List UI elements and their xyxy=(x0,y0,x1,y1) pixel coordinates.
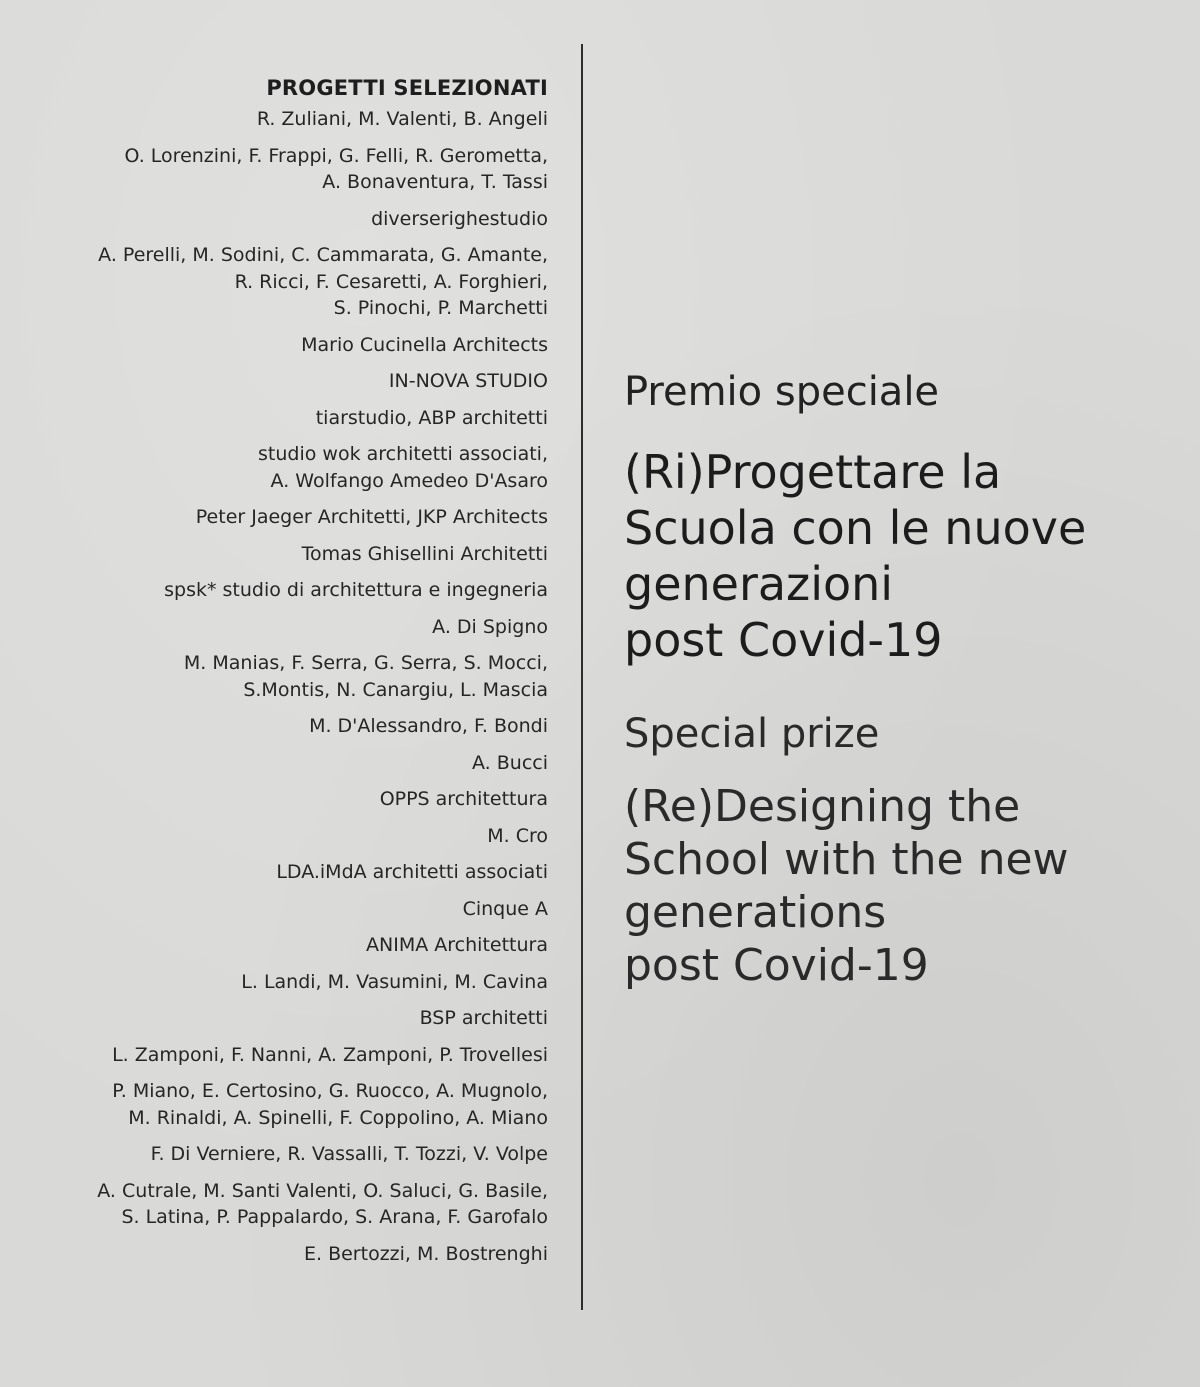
special-prize-label-english: Special prize xyxy=(624,711,880,757)
project-entry xyxy=(48,713,548,740)
selected-projects-column xyxy=(48,70,548,1277)
project-entry xyxy=(48,823,548,850)
project-entry-line: P. Miano, E. Certosino, G. Ruocco, A. Mugnolo, xyxy=(112,1080,548,1102)
project-entry xyxy=(48,441,548,494)
project-entry xyxy=(48,504,548,531)
project-entry-line: M. Rinaldi, A. Spinelli, F. Coppolino, A. Miano xyxy=(128,1106,548,1129)
selected-projects-list xyxy=(48,106,548,1267)
project-entry-line: R. Ricci, F. Cesaretti, A. Forghieri, xyxy=(234,270,548,293)
project-entry-line: A. Cutrale, M. Santi Valenti, O. Saluci, G. Basile, xyxy=(97,1179,548,1202)
project-entry-line: S.Montis, N. Canargiu, L. Mascia xyxy=(243,678,548,701)
project-entry-line: M. Manias, F. Serra, G. Serra, S. Mocci, xyxy=(183,652,548,674)
project-entry-line: BSP architetti xyxy=(419,1007,548,1029)
project-entry xyxy=(48,896,548,923)
project-entry-line: M. D'Alessandro, F. Bondi xyxy=(309,715,548,737)
project-entry xyxy=(48,1005,548,1032)
project-entry xyxy=(48,932,548,959)
project-entry-line: A. Di Spigno xyxy=(432,615,548,638)
title-line: post Covid-19 xyxy=(624,940,929,991)
project-entry xyxy=(48,541,548,568)
project-entry-line: LDA.iMdA architetti associati xyxy=(276,861,548,883)
project-entry-line: S. Pinochi, P. Marchetti xyxy=(333,297,548,319)
project-entry-line: ANIMA Architettura xyxy=(366,934,548,956)
title-line: Scuola con le nuove xyxy=(624,501,1087,555)
project-entry xyxy=(48,1078,548,1131)
project-entry xyxy=(48,1141,548,1168)
title-line: generations xyxy=(624,887,887,938)
project-entry xyxy=(48,650,548,703)
special-prize-title-english xyxy=(624,780,1184,992)
project-entry xyxy=(48,206,548,233)
project-entry-line: A. Perelli, M. Sodini, C. Cammarata, G. Amante, xyxy=(98,244,548,266)
title-line: School with the new xyxy=(624,834,1069,885)
project-entry xyxy=(48,750,548,777)
section-title: PROGETTI SELEZIONATI xyxy=(266,76,548,100)
project-entry xyxy=(48,614,548,641)
project-entry-line: A. Bonaventura, T. Tassi xyxy=(322,171,548,193)
title-line: (Ri)Progettare la xyxy=(624,445,1002,499)
project-entry xyxy=(48,1241,548,1268)
project-entry-line: tiarstudio, ABP architetti xyxy=(315,406,548,429)
project-entry-line: F. Di Verniere, R. Vassalli, T. Tozzi, V. Volpe xyxy=(150,1143,548,1165)
project-entry xyxy=(48,859,548,886)
project-entry-line: spsk* studio di architettura e ingegneria xyxy=(164,579,548,601)
project-entry xyxy=(48,405,548,432)
project-entry-line: Cinque A xyxy=(462,897,548,920)
project-entry-line: Peter Jaeger Architetti, JKP Architects xyxy=(195,506,548,528)
project-entry-line: R. Zuliani, M. Valenti, B. Angeli xyxy=(256,108,548,130)
project-entry-line: Tomas Ghisellini Architetti xyxy=(301,542,548,565)
title-line: (Re)Designing the xyxy=(624,781,1021,832)
project-entry-line: O. Lorenzini, F. Frappi, G. Felli, R. Gerometta, xyxy=(124,144,548,167)
project-entry-line: studio wok architetti associati, xyxy=(258,443,548,465)
project-entry-line: diverserighestudio xyxy=(371,207,548,230)
project-entry-line: E. Bertozzi, M. Bostrenghi xyxy=(304,1242,548,1265)
project-entry xyxy=(48,1042,548,1069)
project-entry xyxy=(48,332,548,359)
project-entry xyxy=(48,577,548,604)
project-entry-line: Mario Cucinella Architects xyxy=(301,333,548,356)
title-line: generazioni xyxy=(624,557,894,611)
special-prize-column xyxy=(624,364,1184,992)
project-entry-line: A. Bucci xyxy=(472,751,548,774)
project-entry-line: L. Landi, M. Vasumini, M. Cavina xyxy=(241,970,548,993)
special-prize-title-italian xyxy=(624,444,1184,668)
project-entry xyxy=(48,106,548,133)
project-entry-line: M. Cro xyxy=(487,824,548,847)
project-entry xyxy=(48,242,548,322)
project-entry xyxy=(48,368,548,395)
project-entry-line: L. Zamponi, F. Nanni, A. Zamponi, P. Trovellesi xyxy=(112,1043,548,1066)
project-entry xyxy=(48,1178,548,1231)
project-entry xyxy=(48,143,548,196)
special-prize-label-italian: Premio speciale xyxy=(624,369,940,415)
column-divider xyxy=(581,44,583,1310)
project-entry xyxy=(48,969,548,996)
project-entry-line: A. Wolfango Amedeo D'Asaro xyxy=(270,469,548,492)
project-entry-line: OPPS architettura xyxy=(379,788,548,810)
project-entry-line: IN-NOVA STUDIO xyxy=(388,370,548,392)
title-line: post Covid-19 xyxy=(624,613,943,667)
project-entry-line: S. Latina, P. Pappalardo, S. Arana, F. Garofalo xyxy=(121,1206,548,1228)
project-entry xyxy=(48,786,548,813)
